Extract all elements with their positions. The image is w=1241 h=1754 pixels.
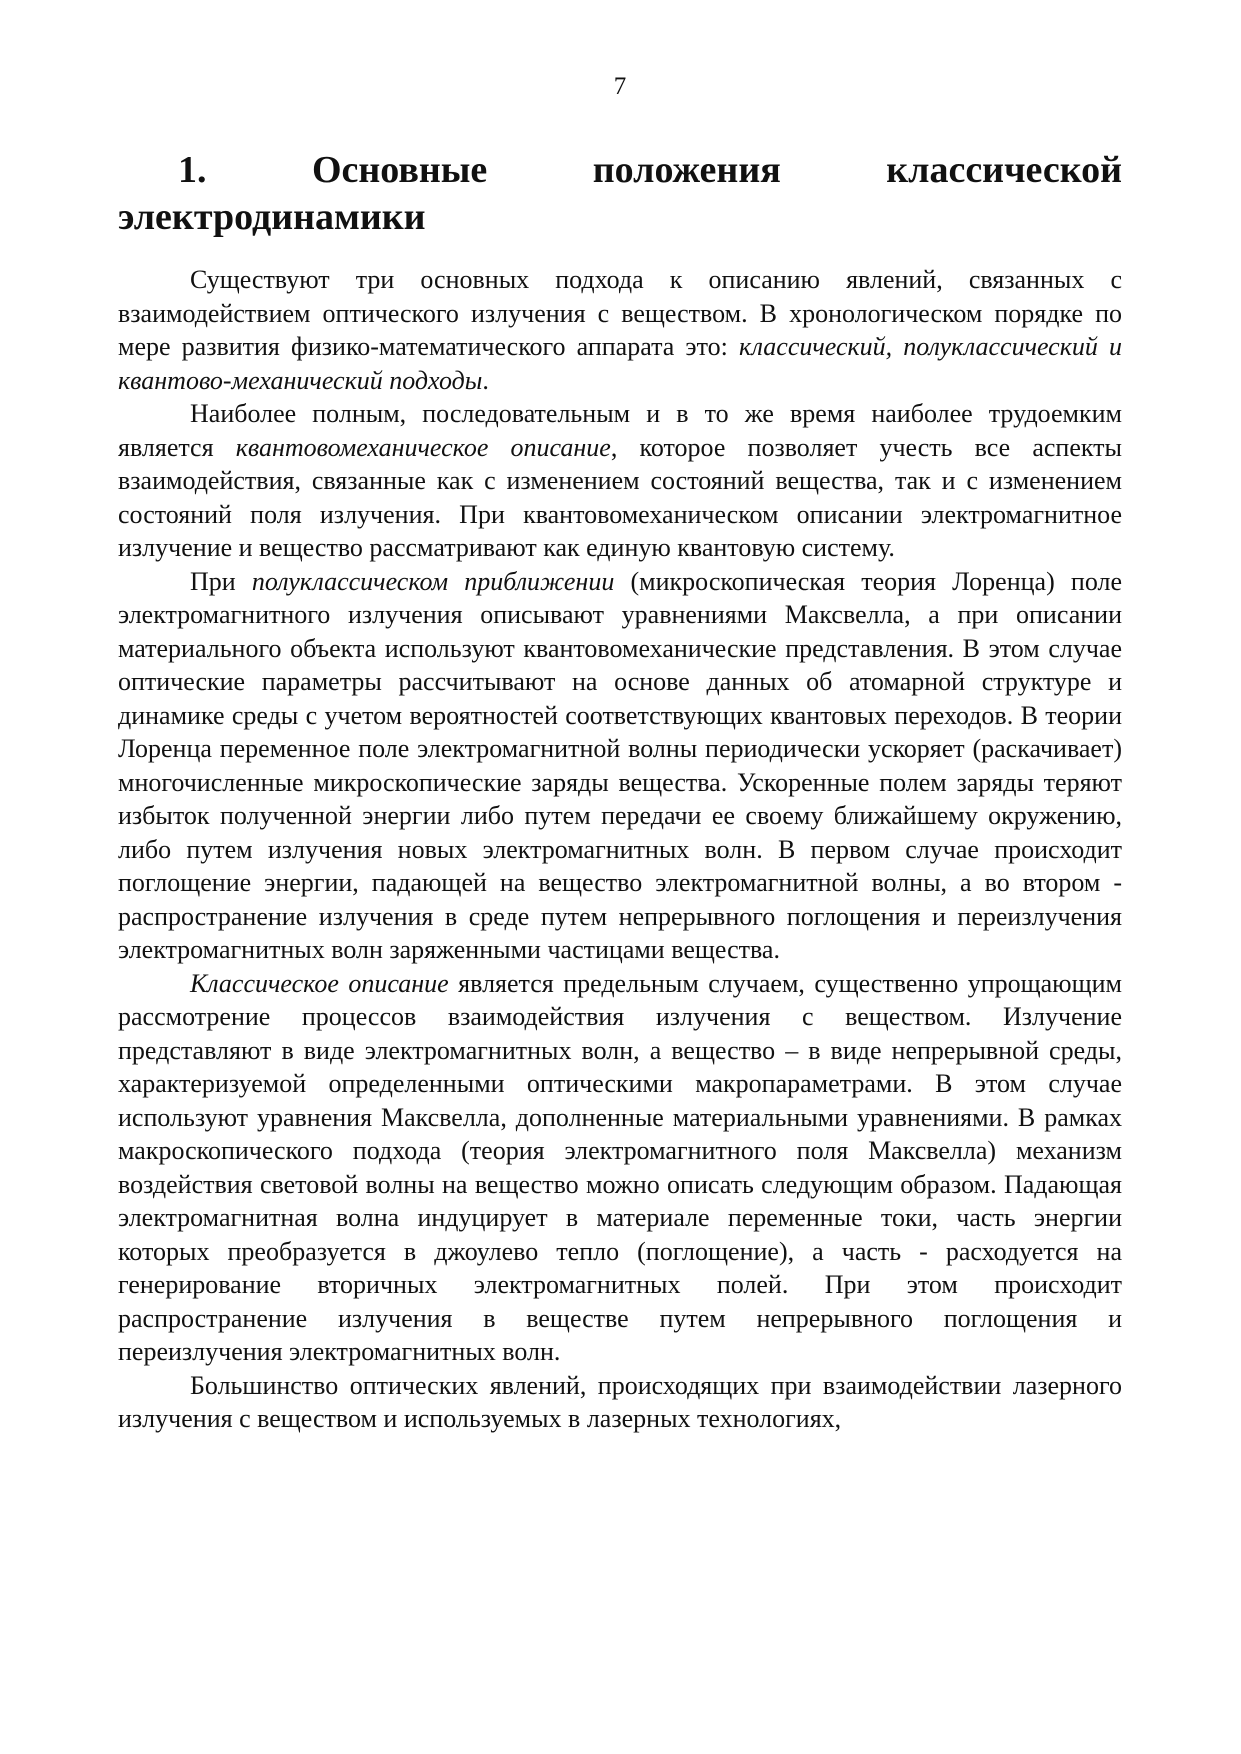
- paragraph-1: [118, 263, 1122, 397]
- section-heading: [118, 147, 1122, 241]
- emphasis-text: Классическое описание: [190, 968, 449, 998]
- paragraph-5: [118, 1369, 1122, 1436]
- text-run: , которое позволяет учесть все аспекты взаимодействия, связанные как с изменением состояний вещества, так и с изменением состояний поля излучения. При квантовомеханическом описании электромагнитное излучение и вещество рассматривают как единую квантовую систему.: [118, 432, 1123, 562]
- paragraph-4: [118, 967, 1122, 1369]
- page-number: 7: [613, 73, 627, 100]
- text-run: Большинство оптических явлений, происходящих при взаимодействии лазерного излучения с веществом и используемых в лазерных технологиях,: [118, 1370, 1122, 1433]
- text-run: При: [190, 566, 252, 596]
- paragraph-3: [118, 565, 1122, 967]
- heading-word: положения: [592, 149, 781, 191]
- text-run: является предельным случаем, существенно упрощающим рассмотрение процессов взаимодействия излучения с веществом. Излучение представляют в виде электромагнитных волн, а вещество – в виде непрерывной среды, характеризуемой определенными оптическими макропараметрами. В этом случае используют уравнения Максвелла, дополненные материальными уравнениями. В рамках макроскопического подхода (теория электромагнитного поля Максвелла) механизм воздействия световой волны на вещество можно описать следующим образом. Падающая электромагнитная волна индуцирует в материале переменные токи, часть энергии которых преобразуется в джоулево тепло (поглощение), а часть - расходуется на генерирование вторичных электромагнитных полей. При этом происходит распространение излучения в веществе путем непрерывного поглощения и переизлучения электромагнитных волн.: [118, 968, 1122, 1366]
- body-text: [118, 263, 1122, 1436]
- emphasis-text: полуклассическом приближении: [251, 566, 615, 596]
- text-run: Наиболее полным, последовательным и в то же время наиболее трудоемким является: [118, 399, 1122, 462]
- heading-number: 1.: [178, 149, 207, 191]
- text-run: (микроскопическая теория Лоренца) поле электромагнитного излучения описывают уравнениями Максвелла, а при описании материального объекта используют квантовомеханические представления. В этом случае оптические параметры рассчитывают на основе данных об атомарной структуре и динамике среды с учетом вероятностей соответствующих квантовых переходов. В теории Лоренца переменное поле электромагнитной волны периодически ускоряет (раскачивает) многочисленные микроскопические заряды вещества. Ускоренные полем заряды теряют избыток полученной энергии либо путем передачи ее своему ближайшему окружению, либо путем излучения новых электромагнитных волн. В первом случае происходит поглощение энергии, падающей на вещество электромагнитной волны, а во втором - распространение излучения в среде путем непрерывного поглощения и переизлучения электромагнитных волн заряженными частицами вещества.: [118, 566, 1122, 964]
- heading-word: классической: [886, 149, 1122, 191]
- heading-line-1: [118, 147, 1122, 194]
- emphasis-text: классический, полуклассический и квантово-механический подходы: [118, 332, 1123, 395]
- heading-word: Основные: [311, 149, 488, 191]
- paragraph-2: [118, 397, 1122, 565]
- text-run: Существуют три основных подхода к описанию явлений, связанных с взаимодействием оптического излучения с веществом. В хронологическом порядке по мере развития физико-математического аппарата это:: [118, 265, 1122, 361]
- text-run: .: [482, 365, 489, 395]
- heading-line-2: электродинамики: [118, 196, 426, 238]
- emphasis-text: квантовомеханическое описание: [235, 432, 611, 462]
